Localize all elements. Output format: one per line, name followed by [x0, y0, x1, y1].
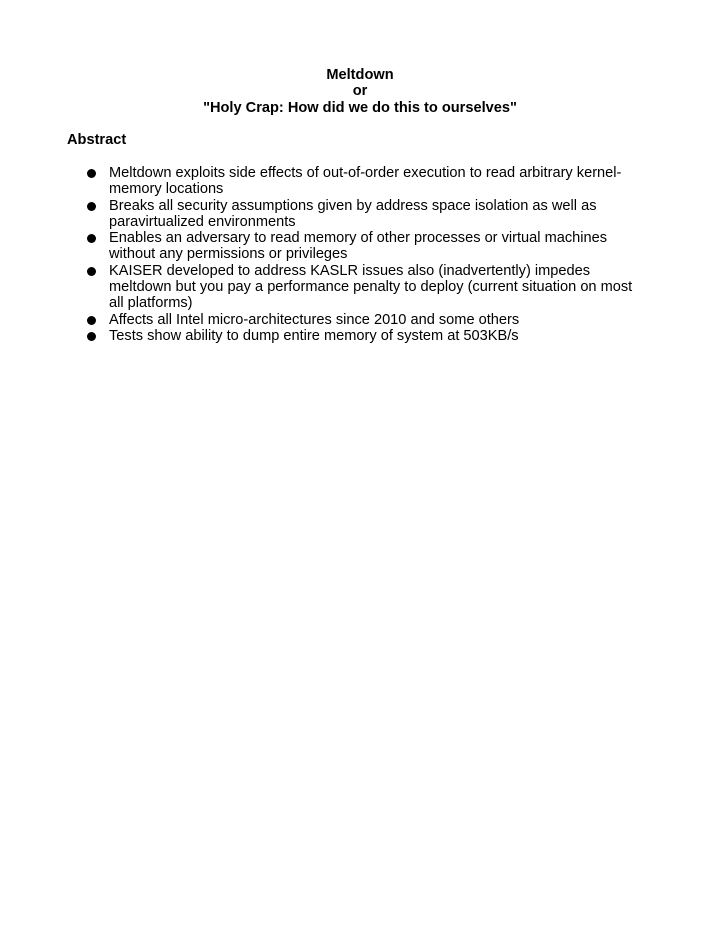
bullet-icon: [87, 332, 96, 341]
list-item: [87, 198, 647, 231]
list-item: [87, 328, 647, 344]
title-line-2: or: [352, 83, 368, 100]
list-item: [87, 165, 647, 198]
bullet-icon: [87, 267, 96, 276]
bullet-icon: [87, 202, 96, 211]
list-item: [87, 230, 647, 263]
bullet-icon: [87, 169, 96, 178]
bullet-text: KAISER developed to address KASLR issues also (inadvertently) impedes meltdown but you pay a performance penalty to deploy (current situation on most all platforms): [109, 262, 633, 312]
abstract-heading: Abstract: [67, 132, 127, 148]
title-line-1: Meltdown: [326, 67, 394, 83]
bullet-text: Affects all Intel micro-architectures since 2010 and some others: [109, 311, 520, 328]
list-item: [87, 263, 647, 312]
bullet-text: Breaks all security assumptions given by address space isolation as well as paravirtualized environments: [109, 197, 597, 230]
abstract-bullet-list: [87, 165, 647, 344]
bullet-icon: [87, 316, 96, 325]
bullet-text: Meltdown exploits side effects of out-of-order execution to read arbitrary kernel-memory locations: [109, 165, 622, 198]
list-item: [87, 312, 647, 328]
bullet-icon: [87, 234, 96, 243]
document-title: [0, 67, 720, 116]
title-line-3: "Holy Crap: How did we do this to ourselves": [203, 99, 517, 116]
bullet-text: Enables an adversary to read memory of other processes or virtual machines without any permissions or privileges: [109, 230, 608, 263]
bullet-text: Tests show ability to dump entire memory of system at 503KB/s: [109, 327, 519, 344]
